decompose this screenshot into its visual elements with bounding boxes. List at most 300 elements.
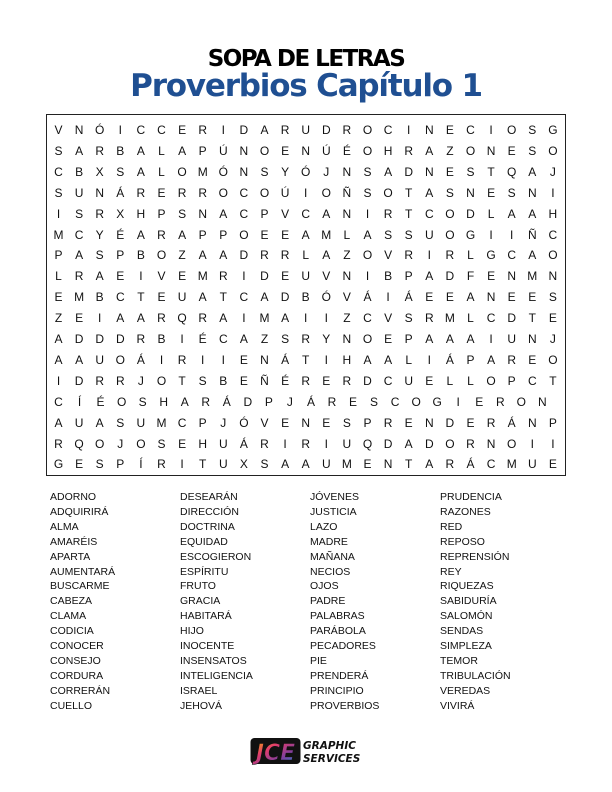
grid-letter: B xyxy=(301,290,310,305)
grid-letter: A xyxy=(136,227,145,242)
word-column xyxy=(180,490,253,714)
word-item: CABEZA xyxy=(50,595,93,608)
grid-letter: I xyxy=(98,311,102,326)
grid-letter: O xyxy=(95,436,105,451)
word-item: PECADORES xyxy=(310,640,376,653)
grid-letter: Ó xyxy=(239,415,249,430)
word-item: REPOSO xyxy=(440,535,485,548)
grid-letter: C xyxy=(239,206,249,221)
grid-letter: I xyxy=(118,123,122,137)
grid-letter: E xyxy=(425,290,434,305)
page-title: SOPA DE LETRAS xyxy=(207,46,405,72)
grid-letter: S xyxy=(116,164,125,179)
word-item: TRIBULACIÓN xyxy=(440,669,511,682)
grid-letter: I xyxy=(139,269,143,284)
word-item: ADQUIRIRÁ xyxy=(50,505,109,518)
grid-letter: R xyxy=(383,206,393,221)
grid-letter: Á xyxy=(445,352,454,367)
grid-letter: E xyxy=(260,227,269,242)
grid-letter: C xyxy=(383,373,393,388)
grid-letter: I xyxy=(304,185,308,200)
grid-letter: D xyxy=(74,373,84,388)
grid-letter: C xyxy=(74,227,84,242)
word-item: REY xyxy=(440,565,462,578)
grid-letter: B xyxy=(136,248,145,263)
grid-letter: J xyxy=(549,332,556,346)
grid-letter: A xyxy=(260,290,269,305)
grid-letter: I xyxy=(304,311,308,326)
grid-letter: R xyxy=(74,269,84,284)
word-item: MADRE xyxy=(310,535,348,548)
word-item: GRACIA xyxy=(180,595,221,608)
grid-letter: C xyxy=(486,457,496,472)
grid-letter: G xyxy=(53,457,64,472)
grid-letter: I xyxy=(365,269,370,284)
grid-letter: I xyxy=(530,436,534,451)
grid-letter: S xyxy=(260,164,269,179)
grid-letter: O xyxy=(259,143,270,158)
grid-letter: O xyxy=(445,436,455,451)
grid-letter: S xyxy=(363,185,372,200)
grid-row xyxy=(47,454,565,475)
word-item: LAZO xyxy=(310,520,338,533)
grid-letter: Í xyxy=(139,457,143,472)
grid-letter: I xyxy=(242,311,246,326)
grid-letter: A xyxy=(281,311,290,326)
word-item: REPRENSIÓN xyxy=(440,550,510,563)
grid-letter: T xyxy=(405,206,413,221)
grid-letter: R xyxy=(301,332,311,346)
grid-letter: U xyxy=(136,415,146,430)
grid-letter: E xyxy=(75,311,84,326)
grid-letter: A xyxy=(260,123,269,137)
grid-letter: É xyxy=(342,143,351,158)
grid-letter: S xyxy=(178,206,187,221)
grid-letter: C xyxy=(301,206,311,221)
grid-letter: O xyxy=(383,185,393,200)
grid-letter: A xyxy=(404,436,413,451)
grid-row xyxy=(47,120,565,141)
grid-letter: N xyxy=(239,143,249,158)
grid-letter: V xyxy=(157,269,166,284)
word-item: BUSCARME xyxy=(50,580,110,593)
word-item: CONOCER xyxy=(50,640,104,653)
grid-row xyxy=(47,266,565,287)
word-item: CLAMA xyxy=(50,610,87,623)
grid-letter: M xyxy=(444,311,455,326)
grid-letter: A xyxy=(528,164,537,179)
word-item: SENDAS xyxy=(440,625,484,638)
word-item: AMARÉIS xyxy=(50,535,98,548)
page-subtitle: Proverbios Capítulo 1 xyxy=(130,68,482,104)
grid-letter: O xyxy=(411,394,421,409)
word-item: MAÑANA xyxy=(310,550,355,563)
grid-letter: Á xyxy=(404,290,413,305)
grid-letter: O xyxy=(218,185,228,200)
grid-letter: E xyxy=(425,373,434,388)
grid-letter: C xyxy=(115,290,125,305)
word-item: EQUIDAD xyxy=(180,535,228,548)
word-column xyxy=(50,490,115,714)
grid-letter: R xyxy=(445,457,455,472)
grid-letter: X xyxy=(95,164,104,179)
word-item: SALOMÓN xyxy=(440,610,493,623)
grid-letter: E xyxy=(281,227,290,242)
grid-letter: Ó xyxy=(321,290,331,305)
grid-letter: A xyxy=(281,457,290,472)
grid-letter: S xyxy=(404,227,413,242)
grid-letter: Á xyxy=(363,290,372,305)
grid-letter: P xyxy=(466,352,475,367)
grid-letter: E xyxy=(75,457,84,472)
word-item: PALABRAS xyxy=(310,610,365,623)
grid-letter: N xyxy=(301,415,311,430)
grid-letter: V xyxy=(322,269,331,284)
grid-letter: R xyxy=(466,436,475,451)
grid-letter: C xyxy=(54,394,63,409)
grid-letter: E xyxy=(157,290,166,305)
grid-letter: L xyxy=(467,373,474,388)
grid-letter: C xyxy=(486,311,496,326)
word-item: FRUTO xyxy=(180,580,216,593)
grid-letter: U xyxy=(301,269,311,284)
grid-letter: R xyxy=(486,415,496,430)
grid-letter: V xyxy=(54,123,63,137)
grid-letter: I xyxy=(551,185,555,200)
grid-letter: M xyxy=(156,415,167,430)
grid-letter: A xyxy=(425,143,434,158)
grid-letter: S xyxy=(445,185,454,200)
grid-letter: D xyxy=(445,269,455,284)
grid-letter: I xyxy=(324,436,328,451)
grid-letter: P xyxy=(363,415,372,430)
grid-letter: I xyxy=(489,123,493,137)
grid-letter: J xyxy=(286,394,293,409)
grid-letter: S xyxy=(260,457,269,472)
grid-letter: I xyxy=(427,352,431,367)
grid-letter: Q xyxy=(362,436,373,451)
grid-letter: Ó xyxy=(218,164,228,179)
grid-letter: R xyxy=(157,227,166,242)
grid-letter: A xyxy=(54,332,63,346)
grid-letter: E xyxy=(487,269,496,284)
grid-letter: O xyxy=(465,143,476,158)
word-item: CORRERÁN xyxy=(50,684,111,697)
grid-letter: B xyxy=(95,290,104,305)
grid-letter: I xyxy=(221,123,225,137)
grid-letter: V xyxy=(260,415,269,430)
grid-letter: S xyxy=(54,185,63,200)
grid-letter: O xyxy=(516,394,526,409)
grid-letter: D xyxy=(243,394,253,409)
grid-row xyxy=(47,392,565,413)
grid-letter: N xyxy=(538,394,547,409)
grid-letter: E xyxy=(116,269,125,284)
grid-letter: H xyxy=(136,206,146,221)
grid-letter: A xyxy=(54,415,63,430)
grid-letter: Y xyxy=(281,164,290,179)
grid-letter: U xyxy=(321,457,331,472)
grid-letter: E xyxy=(487,185,496,200)
grid-letter: H xyxy=(198,436,208,451)
grid-letter: X xyxy=(239,457,248,472)
grid-letter: C xyxy=(136,123,146,137)
grid-letter: N xyxy=(342,164,352,179)
grid-letter: P xyxy=(219,227,228,242)
grid-letter: A xyxy=(54,352,63,367)
word-item: PRENDERÁ xyxy=(310,669,369,682)
grid-letter: I xyxy=(180,332,184,346)
grid-letter: I xyxy=(221,352,225,367)
word-item: HIJO xyxy=(180,625,204,638)
word-item: RIQUEZAS xyxy=(440,580,494,593)
grid-letter: A xyxy=(322,248,331,263)
grid-letter: B xyxy=(219,373,228,388)
grid-letter: M xyxy=(197,269,208,284)
grid-letter: T xyxy=(405,185,413,200)
grid-letter: E xyxy=(363,457,372,472)
grid-letter: R xyxy=(177,352,187,367)
grid-letter: S xyxy=(528,143,537,158)
grid-letter: S xyxy=(384,227,393,242)
grid-letter: C xyxy=(507,248,517,263)
grid-letter: U xyxy=(527,457,537,472)
grid-letter: R xyxy=(95,373,105,388)
grid-letter: I xyxy=(180,457,184,472)
grid-letter: Q xyxy=(507,164,517,179)
grid-letter: C xyxy=(239,290,249,305)
grid-letter: V xyxy=(281,206,290,221)
grid-letter: I xyxy=(324,311,328,326)
grid-letter: D xyxy=(321,123,331,137)
grid-letter: P xyxy=(198,143,207,158)
grid-letter: E xyxy=(507,143,516,158)
grid-letter: E xyxy=(528,352,537,367)
grid-letter: R xyxy=(198,123,208,137)
grid-letter: S xyxy=(528,123,537,137)
grid-letter: B xyxy=(75,164,84,179)
grid-letter: N xyxy=(260,352,269,367)
grid-letter: I xyxy=(324,352,328,367)
word-item: PROVERBIOS xyxy=(310,699,380,712)
grid-letter: É xyxy=(198,332,207,346)
grid-letter: Ú xyxy=(218,143,228,158)
word-item: JEHOVÁ xyxy=(180,699,223,712)
grid-letter: R xyxy=(280,248,290,263)
grid-letter: E xyxy=(322,373,331,388)
grid-letter: D xyxy=(363,373,372,388)
grid-letter: Z xyxy=(343,248,351,263)
grid-letter: S xyxy=(198,373,207,388)
word-item: DOCTRINA xyxy=(180,520,235,533)
grid-letter: L xyxy=(405,352,413,367)
grid-letter: P xyxy=(264,394,273,409)
grid-letter: R xyxy=(445,248,455,263)
grid-letter: A xyxy=(116,311,125,326)
grid-letter: A xyxy=(178,143,187,158)
grid-letter: P xyxy=(548,415,557,430)
grid-row xyxy=(47,245,565,266)
grid-letter: Q xyxy=(74,436,84,451)
grid-letter: O xyxy=(548,143,558,158)
grid-letter: C xyxy=(383,123,393,137)
grid-letter: P xyxy=(404,269,413,284)
word-item: CONSEJO xyxy=(50,654,101,667)
grid-letter: Á xyxy=(116,185,125,200)
grid-letter: E xyxy=(281,143,290,158)
grid-letter: N xyxy=(342,332,352,346)
grid-letter: T xyxy=(302,352,310,367)
word-item: ALMA xyxy=(50,520,79,533)
grid-letter: D xyxy=(95,332,105,346)
grid-letter: D xyxy=(260,269,269,284)
grid-letter: A xyxy=(425,185,434,200)
grid-letter: S xyxy=(466,164,475,179)
grid-letter: O xyxy=(507,436,517,451)
grid-letter: R xyxy=(198,185,208,200)
grid-letter: N xyxy=(486,143,496,158)
grid-letter: S xyxy=(54,143,63,158)
grid-letter: S xyxy=(95,248,104,263)
grid-letter: O xyxy=(259,185,270,200)
grid-letter: A xyxy=(425,269,434,284)
grid-row xyxy=(47,308,565,329)
grid-letter: D xyxy=(404,164,414,179)
grid-letter: C xyxy=(390,394,400,409)
grid-letter: E xyxy=(445,123,454,137)
grid-letter: A xyxy=(384,352,393,367)
grid-letter: M xyxy=(53,227,64,242)
grid-letter: R xyxy=(424,311,434,326)
grid-letter: A xyxy=(466,290,475,305)
grid-letter: P xyxy=(260,206,269,221)
grid-letter: M xyxy=(341,457,352,472)
grid-letter: A xyxy=(95,415,104,430)
grid-letter: C xyxy=(239,185,249,200)
word-item: PADRE xyxy=(310,595,346,608)
grid-letter: I xyxy=(386,290,390,305)
grid-letter: N xyxy=(198,206,208,221)
grid-letter: G xyxy=(548,123,558,137)
svg-text:JCE: JCE xyxy=(255,741,296,766)
grid-letter: N xyxy=(383,457,393,472)
grid-letter: A xyxy=(487,352,496,367)
word-item: APARTA xyxy=(50,550,91,563)
grid-letter: E xyxy=(54,290,63,305)
grid-letter: I xyxy=(283,436,287,451)
grid-letter: N xyxy=(527,185,537,200)
grid-row xyxy=(47,287,565,308)
grid-letter: Á xyxy=(507,415,516,430)
grid-letter: A xyxy=(528,206,537,221)
grid-letter: O xyxy=(177,164,187,179)
grid-letter: C xyxy=(527,373,537,388)
grid-letter: P xyxy=(198,227,207,242)
grid-letter: H xyxy=(383,143,393,158)
grid-letter: A xyxy=(425,332,434,346)
grid-letter: J xyxy=(137,373,144,388)
grid-letter: A xyxy=(75,143,84,158)
grid-letter: R xyxy=(198,311,208,326)
grid-letter: R xyxy=(157,457,166,472)
word-item: ADORNO xyxy=(50,491,97,503)
grid-letter: N xyxy=(342,206,352,221)
grid-letter: M xyxy=(527,269,538,284)
grid-letter: I xyxy=(242,269,246,284)
grid-letter: E xyxy=(239,373,248,388)
grid-letter: I xyxy=(456,394,460,409)
grid-letter: A xyxy=(95,269,104,284)
grid-letter: U xyxy=(74,415,84,430)
grid-letter: T xyxy=(405,457,413,472)
grid-letter: R xyxy=(260,436,269,451)
grid-letter: A xyxy=(198,248,207,263)
grid-letter: D xyxy=(280,290,290,305)
grid-letter: A xyxy=(445,332,454,346)
grid-letter: O xyxy=(362,143,373,158)
grid-letter: N xyxy=(95,185,105,200)
grid-letter: A xyxy=(363,352,372,367)
grid-letter: C xyxy=(363,311,372,326)
grid-letter: D xyxy=(115,332,125,346)
grid-letter: N xyxy=(424,415,434,430)
grid-letter: T xyxy=(137,290,145,305)
grid-letter: I xyxy=(56,206,61,221)
grid-letter: N xyxy=(424,164,434,179)
grid-letter: Z xyxy=(54,311,63,326)
grid-letter: A xyxy=(219,311,228,326)
grid-letter: Z xyxy=(343,311,351,326)
grid-letter: R xyxy=(260,248,269,263)
grid-letter: U xyxy=(507,332,517,346)
grid-letter: E xyxy=(178,123,187,137)
grid-letter: E xyxy=(404,415,413,430)
word-item: DIRECCIÓN xyxy=(180,505,239,518)
grid-letter: I xyxy=(551,436,555,451)
grid-letter: S xyxy=(363,164,372,179)
grid-letter: P xyxy=(54,248,63,263)
grid-letter: V xyxy=(342,290,351,305)
grid-letter: E xyxy=(445,290,454,305)
grid-row xyxy=(47,434,565,455)
grid-letter: R xyxy=(507,352,517,367)
grid-row xyxy=(47,141,565,162)
grid-letter: R xyxy=(280,123,290,137)
grid-letter: Ñ xyxy=(527,227,537,242)
grid-letter: O xyxy=(116,394,127,409)
grid-letter: R xyxy=(218,269,228,284)
grid-letter: V xyxy=(384,248,393,263)
grid-letter: E xyxy=(178,269,187,284)
grid-letter: C xyxy=(54,164,63,179)
grid-letter: Ú xyxy=(321,143,331,158)
grid-letter: U xyxy=(177,290,187,305)
grid-letter: S xyxy=(507,185,516,200)
word-item: PRINCIPIO xyxy=(310,684,364,697)
grid-letter: D xyxy=(239,123,249,137)
grid-letter: A xyxy=(322,206,331,221)
grid-letter: R xyxy=(95,206,105,221)
grid-letter: Z xyxy=(178,248,186,263)
word-item: CODICIA xyxy=(50,625,94,638)
grid-letter: C xyxy=(177,415,187,430)
grid-letter: L xyxy=(467,248,474,263)
grid-letter: R xyxy=(301,436,311,451)
grid-letter: L xyxy=(55,269,62,284)
grid-letter: E xyxy=(548,457,557,472)
grid-letter: U xyxy=(424,227,434,242)
grid-letter: N xyxy=(507,269,517,284)
